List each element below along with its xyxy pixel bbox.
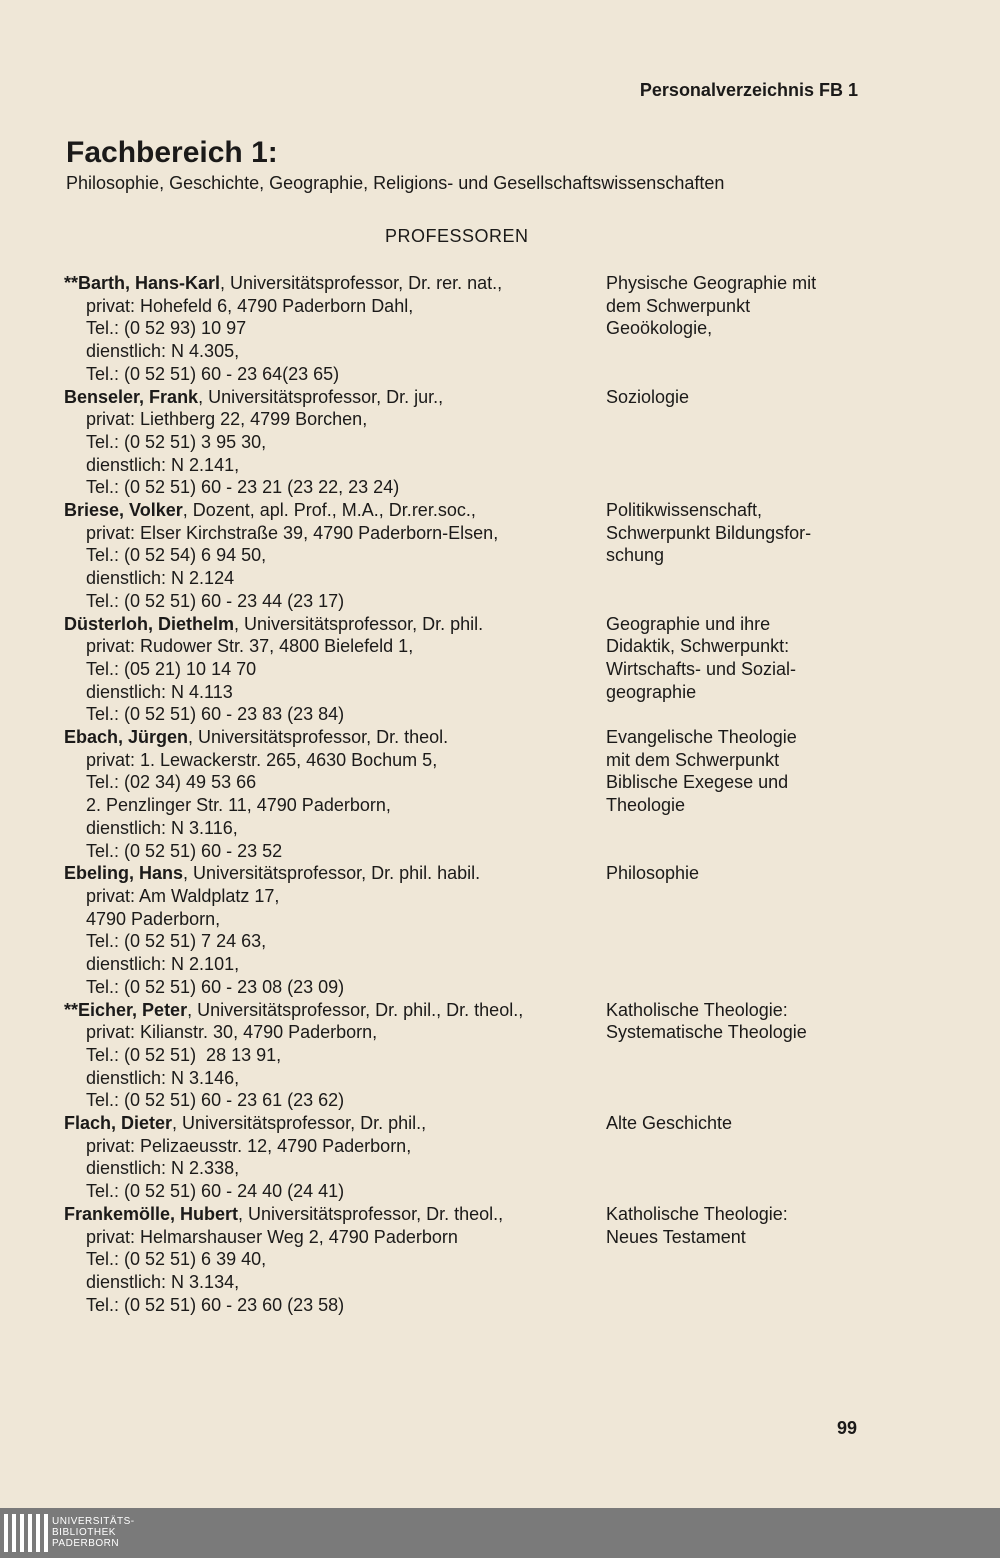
entry-heading	[64, 726, 604, 749]
contact-line: Tel.: (0 52 51) 60 - 23 52	[86, 840, 283, 861]
contact-line: privat: Rudower Str. 37, 4800 Bielefeld 1,	[86, 636, 414, 657]
subject-field	[606, 1112, 866, 1135]
contact-line: dienstlich: N 2.338,	[86, 1158, 240, 1179]
contact-line: 4790 Paderborn,	[86, 908, 221, 929]
contact-line: Tel.: (02 34) 49 53 66	[86, 772, 257, 793]
page-subtitle: Philosophie, Geschichte, Geographie, Religions- und Gesellschaftswissenschaften	[66, 173, 725, 193]
person-title: , Dozent, apl. Prof., M.A., Dr.rer.soc.,	[182, 500, 476, 521]
person-name: Benseler, Frank	[64, 386, 199, 407]
entry-details	[64, 499, 604, 613]
subject-line: Wirtschafts- und Sozial-	[606, 658, 797, 679]
contact-line: dienstlich: N 2.101,	[86, 954, 240, 975]
entry-heading	[64, 613, 604, 636]
directory-entry	[64, 999, 864, 1113]
subject-field	[606, 499, 866, 567]
contact-line: Tel.: (0 52 51) 60 - 23 60 (23 58)	[86, 1294, 345, 1315]
person-name: **Barth, Hans-Karl	[64, 273, 221, 293]
subject-line: Soziologie	[606, 386, 690, 407]
contact-line: Tel.: (0 52 51) 3 95 30,	[86, 431, 267, 452]
contact-line: Tel.: (0 52 51) 60 - 23 08 (23 09)	[86, 976, 345, 997]
entry-heading	[64, 272, 604, 295]
entry-heading	[64, 862, 604, 885]
person-title: , Universitätsprofessor, Dr. phil.,	[172, 1113, 427, 1134]
contact-line: dienstlich: N 3.146,	[86, 1067, 240, 1088]
subject-line: dem Schwerpunkt	[606, 295, 751, 316]
entry-details	[64, 862, 604, 998]
subject-line: Politikwissenschaft,	[606, 500, 763, 521]
directory-entry	[64, 499, 864, 613]
section-heading: PROFESSOREN	[385, 226, 529, 246]
contact-line: Tel.: (0 52 51) 60 - 23 83 (23 84)	[86, 704, 345, 725]
person-name: Flach, Dieter	[64, 1113, 173, 1134]
subject-field	[606, 613, 866, 704]
directory-entry	[64, 1203, 864, 1317]
contact-line: Tel.: (0 52 54) 6 94 50,	[86, 545, 267, 566]
contact-line: privat: Kilianstr. 30, 4790 Paderborn,	[86, 1022, 378, 1043]
entry-details	[64, 613, 604, 727]
library-footer-bar	[0, 1508, 1000, 1558]
contact-line: Tel.: (0 52 51) 6 39 40,	[86, 1249, 267, 1270]
contact-line: Tel.: (0 52 51) 60 - 24 40 (24 41)	[86, 1181, 345, 1202]
subject-field	[606, 1203, 866, 1248]
contact-line: privat: Hohefeld 6, 4790 Paderborn Dahl,	[86, 295, 414, 316]
entry-details	[64, 1203, 604, 1317]
subject-field	[606, 999, 866, 1044]
contact-line: privat: 1. Lewackerstr. 265, 4630 Bochum 5,	[86, 749, 438, 770]
contact-line: dienstlich: N 4.113	[86, 681, 233, 702]
person-name: Briese, Volker	[64, 500, 183, 521]
subject-line: Philosophie	[606, 863, 700, 884]
contact-line: privat: Pelizaeusstr. 12, 4790 Paderborn,	[86, 1135, 412, 1156]
subject-line: schung	[606, 545, 665, 566]
contact-line: dienstlich: N 2.141,	[86, 454, 240, 475]
subject-field	[606, 726, 866, 817]
contact-line: privat: Helmarshauser Weg 2, 4790 Paderborn	[86, 1226, 458, 1247]
entry-details	[64, 1112, 604, 1203]
person-title: , Universitätsprofessor, Dr. phil.	[234, 613, 484, 634]
entry-details	[64, 386, 604, 500]
entry-heading	[64, 1112, 604, 1135]
subject-line: Alte Geschichte	[606, 1113, 733, 1134]
contact-line: Tel.: (0 52 51) 60 - 23 44 (23 17)	[86, 590, 345, 611]
entry-heading	[64, 499, 604, 522]
contact-line: Tel.: (0 52 93) 10 97	[86, 318, 247, 339]
directory-entry	[64, 386, 864, 500]
contact-line: Tel.: (0 52 51) 7 24 63,	[86, 931, 267, 952]
person-title: , Universitätsprofessor, Dr. jur.,	[198, 386, 444, 407]
contact-line: Tel.: (05 21) 10 14 70	[86, 658, 257, 679]
subject-line: Neues Testament	[606, 1226, 746, 1247]
library-logo-icon	[4, 1514, 48, 1554]
subject-line: Evangelische Theologie	[606, 727, 797, 748]
subject-line: Systematische Theologie	[606, 1022, 807, 1043]
person-name: Ebeling, Hans	[64, 863, 184, 884]
contact-line: Tel.: (0 52 51) 60 - 23 21 (23 22, 23 24)	[86, 477, 400, 498]
person-title: , Universitätsprofessor, Dr. phil., Dr. theol.,	[187, 999, 524, 1020]
subject-line: Geoökologie,	[606, 318, 713, 339]
contact-line: dienstlich: N 3.116,	[86, 817, 238, 838]
contact-line: 2. Penzlinger Str. 11, 4790 Paderborn,	[86, 795, 391, 816]
person-name: Düsterloh, Diethelm	[64, 613, 235, 634]
subject-field	[606, 272, 866, 340]
person-title: , Universitätsprofessor, Dr. rer. nat.,	[220, 273, 503, 293]
directory-entry	[64, 1112, 864, 1203]
page-title: Fachbereich 1:	[66, 136, 278, 169]
subject-line: mit dem Schwerpunkt	[606, 749, 780, 770]
person-name: Ebach, Jürgen	[64, 727, 189, 748]
logo-line-1: UNIVERSITÄTS-	[52, 1516, 135, 1527]
directory-entries	[64, 272, 864, 1316]
subject-line: Theologie	[606, 795, 686, 816]
page-number: 99	[836, 1418, 857, 1438]
contact-line: Tel.: (0 52 51) 28 13 91,	[86, 1044, 282, 1065]
entry-details	[64, 272, 604, 386]
contact-line: dienstlich: N 3.134,	[86, 1271, 240, 1292]
contact-line: Tel.: (0 52 51) 60 - 23 64(23 65)	[86, 363, 340, 384]
person-title: , Universitätsprofessor, Dr. theol.	[188, 727, 449, 748]
directory-entry	[64, 726, 864, 862]
person-name: **Eicher, Peter	[64, 999, 188, 1020]
directory-entry	[64, 862, 864, 998]
subject-line: Katholische Theologie:	[606, 1203, 788, 1224]
contact-line: Tel.: (0 52 51) 60 - 23 61 (23 62)	[86, 1090, 345, 1111]
directory-entry	[64, 272, 864, 386]
directory-entry	[64, 613, 864, 727]
subject-field	[606, 862, 866, 885]
contact-line: dienstlich: N 4.305,	[86, 341, 240, 362]
logo-line-3: PADERBORN	[52, 1538, 120, 1549]
contact-line: privat: Elser Kirchstraße 39, 4790 Paderborn-Elsen,	[86, 522, 499, 543]
contact-line: privat: Liethberg 22, 4799 Borchen,	[86, 409, 368, 430]
subject-line: Biblische Exegese und	[606, 772, 789, 793]
subject-line: Physische Geographie mit	[606, 273, 817, 293]
contact-line: dienstlich: N 2.124	[86, 568, 235, 589]
subject-line: Didaktik, Schwerpunkt:	[606, 636, 790, 657]
subject-line: Schwerpunkt Bildungsfor-	[606, 522, 812, 543]
contact-line: privat: Am Waldplatz 17,	[86, 885, 280, 906]
person-title: , Universitätsprofessor, Dr. phil. habil.	[183, 863, 481, 884]
subject-line: geographie	[606, 681, 697, 702]
person-name: Frankemölle, Hubert	[64, 1203, 239, 1224]
entry-heading	[64, 999, 604, 1022]
library-logo-text	[52, 1516, 135, 1549]
person-title: , Universitätsprofessor, Dr. theol.,	[238, 1203, 504, 1224]
entry-heading	[64, 1203, 604, 1226]
entry-details	[64, 999, 604, 1113]
logo-line-2: BIBLIOTHEK	[52, 1527, 116, 1538]
subject-field	[606, 386, 866, 409]
subject-line: Geographie und ihre	[606, 613, 771, 634]
entry-details	[64, 726, 604, 862]
subject-line: Katholische Theologie:	[606, 999, 788, 1020]
running-header: Personalverzeichnis FB 1	[639, 80, 858, 100]
entry-heading	[64, 386, 604, 409]
